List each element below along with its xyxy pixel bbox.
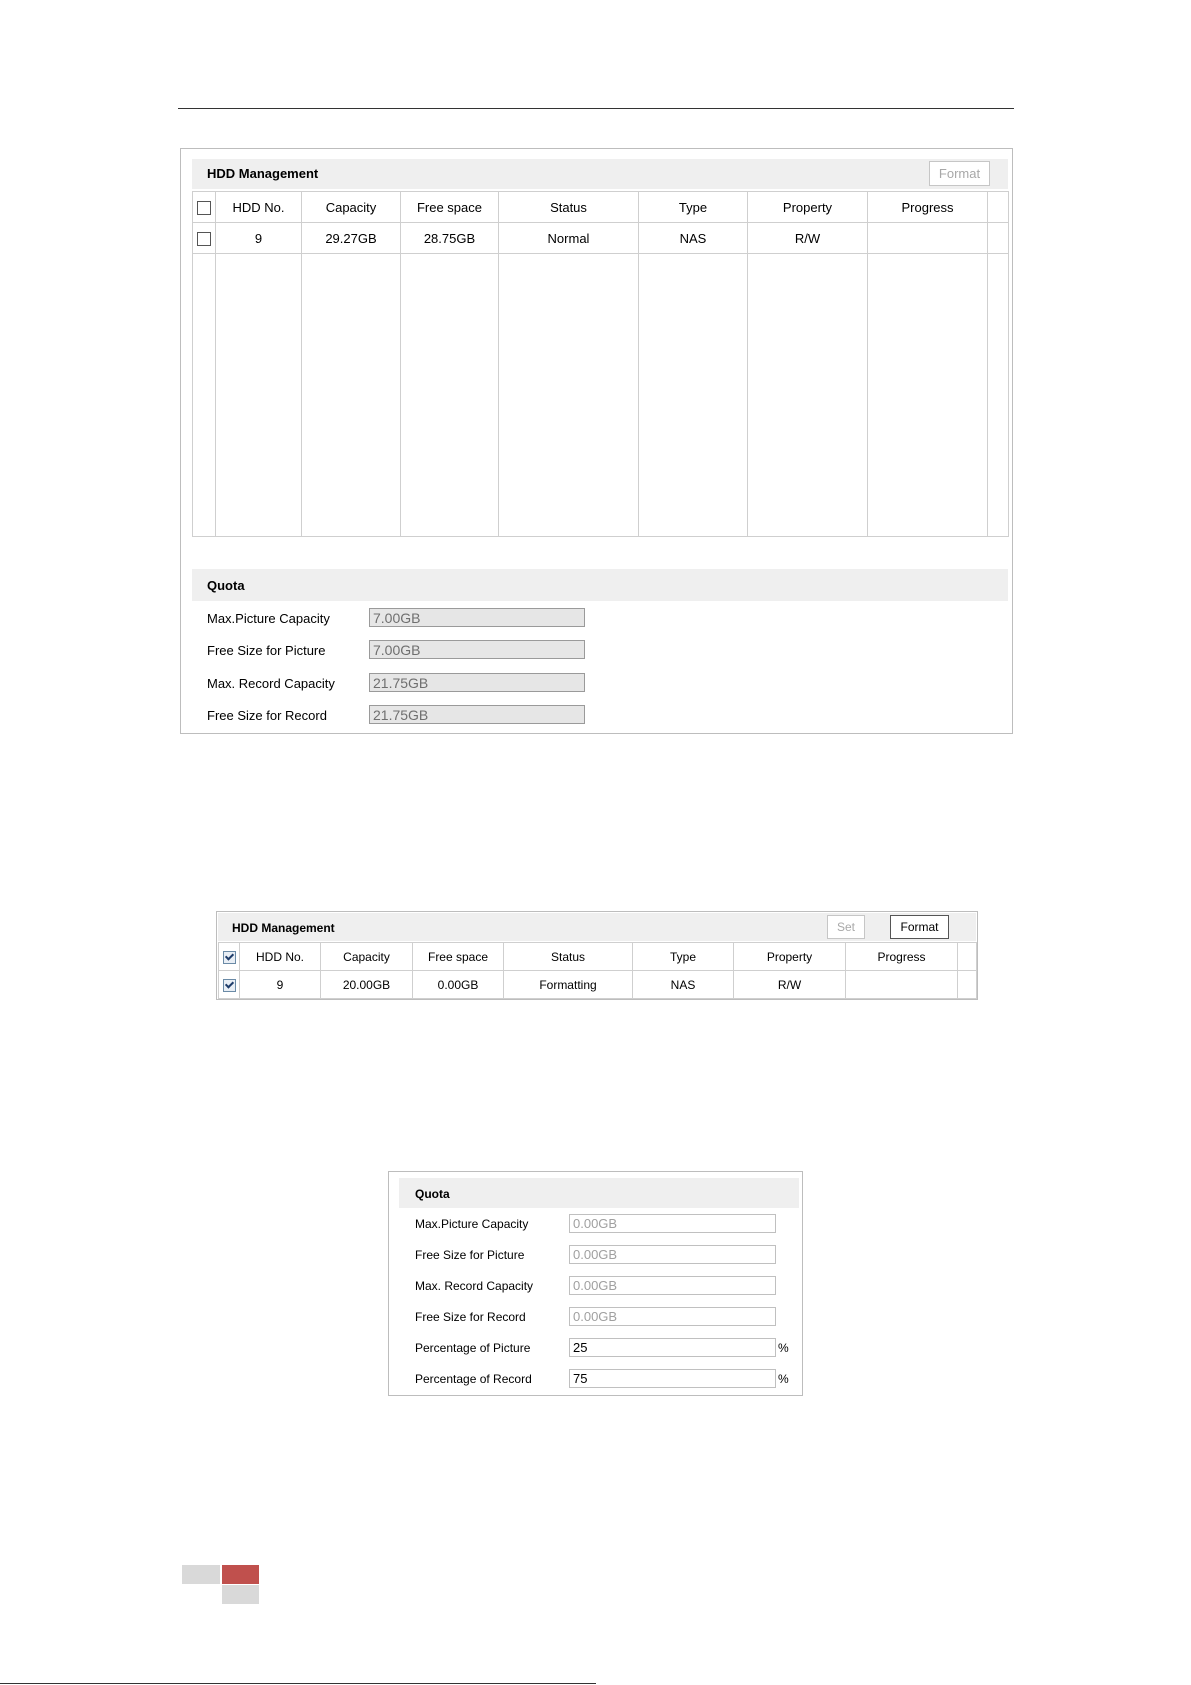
cell-status: Formatting [504, 971, 633, 999]
column-header[interactable]: Property [748, 192, 868, 223]
cell-hdd-no: 9 [240, 971, 321, 999]
percentage-picture-input[interactable]: 25 [569, 1338, 776, 1357]
column-header[interactable]: Progress [846, 943, 958, 971]
field-label: Max.Picture Capacity [415, 1217, 529, 1231]
footer-decoration-gray-left [182, 1565, 220, 1584]
column-header[interactable]: Capacity [302, 192, 401, 223]
column-header[interactable]: HDD No. [240, 943, 321, 971]
column-header[interactable]: HDD No. [216, 192, 302, 223]
field-label: Percentage of Picture [415, 1341, 531, 1355]
max-record-capacity-field[interactable]: 21.75GB [369, 673, 585, 692]
quota-title: Quota [415, 1187, 450, 1201]
hdd-management-header [192, 159, 1008, 189]
cell-type: NAS [633, 971, 734, 999]
max-record-capacity-field[interactable]: 0.00GB [569, 1276, 776, 1295]
free-size-record-field[interactable]: 21.75GB [369, 705, 585, 724]
field-label: Max. Record Capacity [207, 676, 335, 691]
cell-capacity: 29.27GB [302, 223, 401, 254]
hdd-table [192, 191, 1009, 537]
format-button[interactable]: Format [890, 915, 949, 939]
max-picture-capacity-field[interactable]: 7.00GB [369, 608, 585, 627]
hdd-management-title: HDD Management [207, 166, 319, 181]
column-header[interactable]: Free space [413, 943, 504, 971]
footer-decoration-gray-bottom [222, 1585, 259, 1604]
footer-decoration-accent [222, 1565, 259, 1584]
select-all-checkbox[interactable] [223, 951, 236, 964]
hdd-management-panel [180, 148, 1013, 734]
field-label: Max. Record Capacity [415, 1279, 534, 1293]
quota-panel [388, 1171, 803, 1396]
column-header[interactable]: Progress [868, 192, 988, 223]
table-row[interactable] [193, 223, 1009, 254]
hdd-table-header [193, 192, 1009, 223]
column-header[interactable]: Status [504, 943, 633, 971]
quota-header [399, 1178, 799, 1208]
format-button[interactable]: Format [929, 161, 990, 186]
field-label: Free Size for Record [415, 1310, 526, 1324]
cell-progress [846, 971, 958, 999]
column-header[interactable]: Type [633, 943, 734, 971]
cell-type: NAS [639, 223, 748, 254]
cell-free-space: 28.75GB [401, 223, 499, 254]
max-picture-capacity-field[interactable]: 0.00GB [569, 1214, 776, 1233]
row-checkbox[interactable] [197, 232, 211, 246]
percent-unit: % [778, 1341, 789, 1355]
cell-property: R/W [748, 223, 868, 254]
footer-rule [0, 1683, 596, 1684]
header-rule [178, 108, 1014, 109]
hdd-table-header [219, 943, 977, 971]
hdd-management-title: HDD Management [232, 921, 335, 935]
column-header[interactable]: Capacity [321, 943, 413, 971]
cell-progress [868, 223, 988, 254]
field-label: Free Size for Picture [207, 643, 326, 658]
cell-hdd-no: 9 [216, 223, 302, 254]
column-header[interactable]: Type [639, 192, 748, 223]
quota-header [192, 569, 1008, 601]
set-button[interactable]: Set [827, 915, 865, 939]
table-row[interactable] [219, 971, 977, 999]
hdd-table [218, 942, 977, 999]
hdd-management-panel-formatting [216, 911, 978, 1000]
field-label: Max.Picture Capacity [207, 611, 330, 626]
free-size-picture-field[interactable]: 0.00GB [569, 1245, 776, 1264]
cell-capacity: 20.00GB [321, 971, 413, 999]
column-header[interactable]: Property [734, 943, 846, 971]
empty-table-area [193, 254, 1009, 537]
cell-status: Normal [499, 223, 639, 254]
field-label: Percentage of Record [415, 1372, 532, 1386]
row-checkbox[interactable] [223, 979, 236, 992]
free-size-picture-field[interactable]: 7.00GB [369, 640, 585, 659]
cell-free-space: 0.00GB [413, 971, 504, 999]
hdd-management-header [218, 913, 976, 941]
select-all-checkbox[interactable] [197, 201, 211, 215]
quota-title: Quota [207, 578, 245, 593]
percent-unit: % [778, 1372, 789, 1386]
cell-property: R/W [734, 971, 846, 999]
column-header[interactable]: Status [499, 192, 639, 223]
column-header[interactable]: Free space [401, 192, 499, 223]
field-label: Free Size for Record [207, 708, 327, 723]
field-label: Free Size for Picture [415, 1248, 525, 1262]
free-size-record-field[interactable]: 0.00GB [569, 1307, 776, 1326]
percentage-record-input[interactable]: 75 [569, 1369, 776, 1388]
